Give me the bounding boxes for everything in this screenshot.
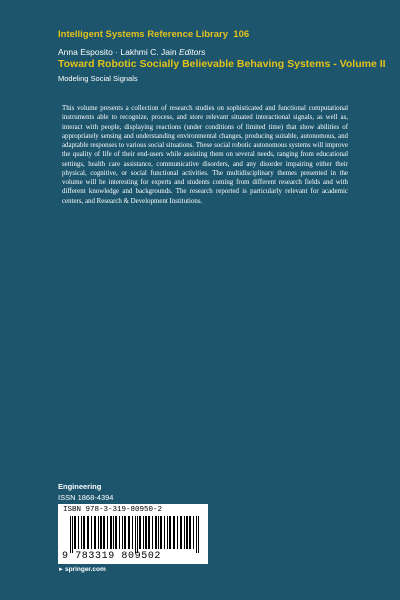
editors-line bbox=[58, 47, 205, 57]
editors-role: Editors bbox=[178, 47, 206, 57]
barcode bbox=[58, 504, 208, 564]
arrow-icon: ► bbox=[58, 567, 64, 573]
description-blurb: This volume presents a collection of research studies on sophisticated and functional computational instruments able to recognize, process, and store relevant situated interactional signals, as well as, interact with people, displaying reactions (under conditions of limited time) that show abilities of appropriately sensing and understanding environmental changes, producing suitable, autonomous, and adaptable responses to various social situations. These social robotic autonomous systems will improve the quality of life of their end-users while assisting them on several needs, ranging from educational settings, health care assistance, communicative disorders, and any disorder impairing either their physical, cognitive, or social functional activities. The multidisciplinary themes presented in the volume will be interesting for experts and students coming from different research fields and with different knowledge and backgrounds. The research reported is particularly relevant for academic centers, and Research & Development Institutions. bbox=[62, 105, 348, 205]
subject-field: Engineering bbox=[58, 482, 102, 491]
issn-number: ISSN 1868-4394 bbox=[58, 493, 114, 502]
book-title: Toward Robotic Socially Believable Behaving Systems - Volume II bbox=[58, 58, 386, 70]
book-subtitle: Modeling Social Signals bbox=[58, 74, 138, 83]
series-name: Intelligent Systems Reference Library bbox=[58, 29, 229, 40]
website-label: springer.com bbox=[64, 566, 106, 573]
publisher-website[interactable] bbox=[58, 566, 106, 573]
ean-digits: 9 783319 809502 bbox=[62, 551, 162, 562]
series-line bbox=[58, 29, 249, 40]
isbn-label: ISBN 978-3-319-80950-2 bbox=[63, 506, 163, 514]
volume-number: 106 bbox=[233, 29, 250, 40]
editors-names: Anna Esposito · Lakhmi C. Jain bbox=[58, 47, 177, 57]
